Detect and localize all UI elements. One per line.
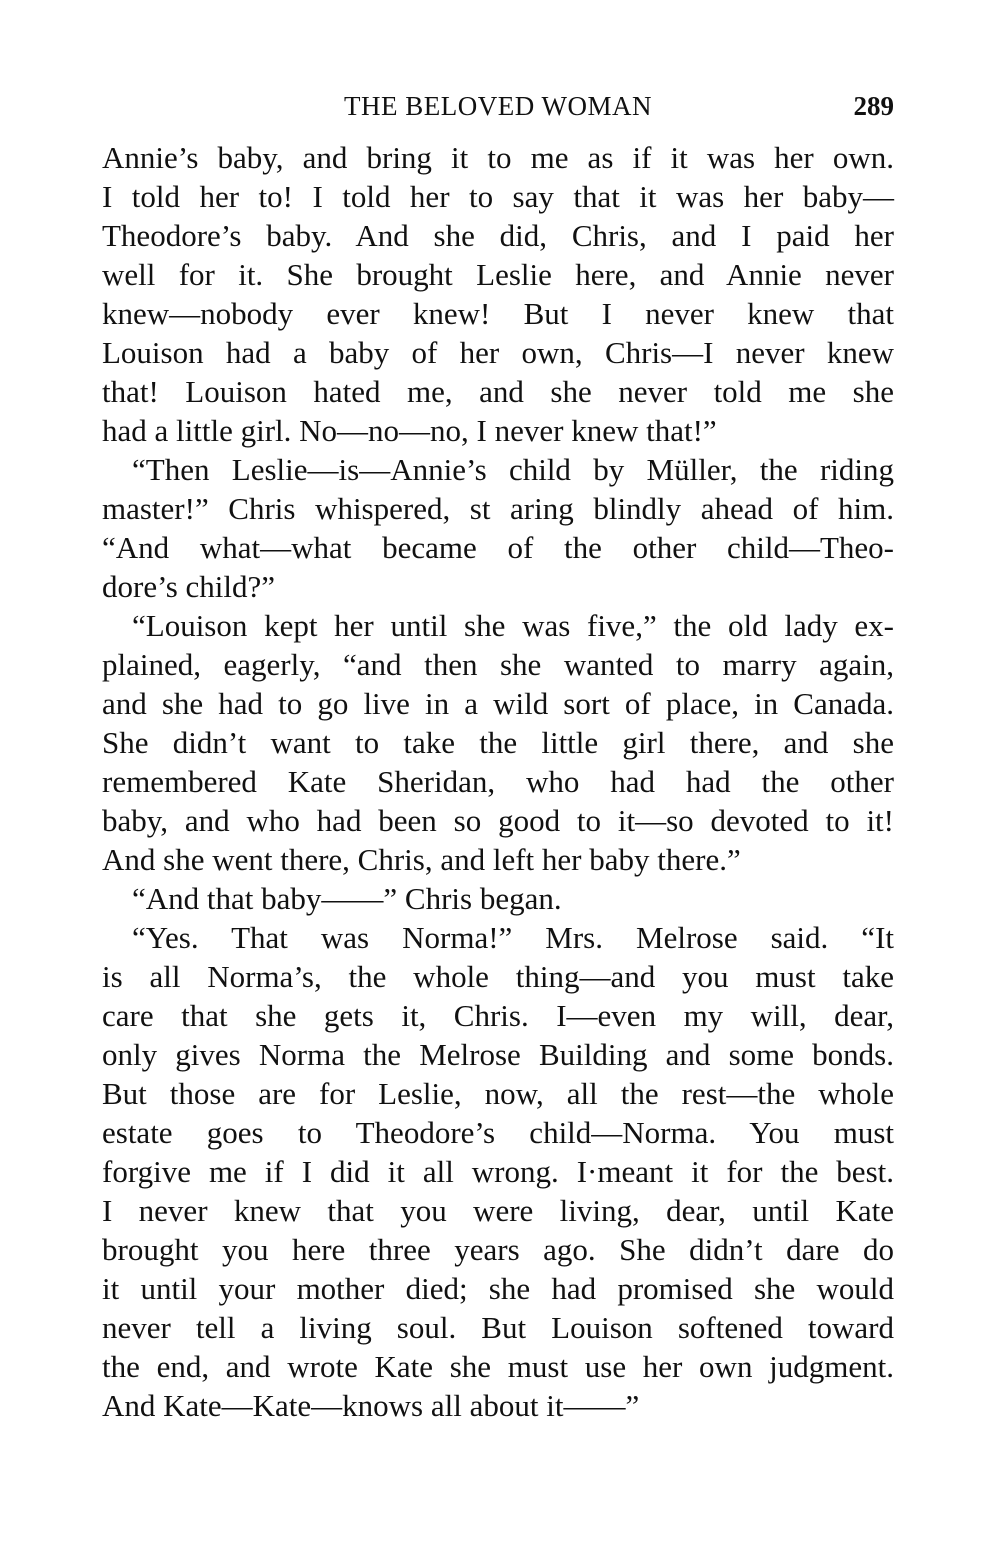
text-line: only gives Norma the Melrose Building and some bonds.: [102, 1037, 894, 1072]
text-line: remembered Kate Sheridan, who had had the other: [102, 764, 894, 799]
text-line: master!” Chris whispered, st aring blindly ahead of him.: [102, 491, 894, 526]
text-line: baby, and who had been so good to it—so devoted to it!: [102, 803, 894, 838]
text-line: knew—nobody ever knew! But I never knew that: [102, 296, 894, 331]
text-line: brought you here three years ago. She didn’t dare do: [102, 1232, 894, 1267]
text-line: had a little girl. No—no—no, I never knew that!”: [102, 413, 717, 448]
running-head: [102, 84, 894, 128]
text-line: Louison had a baby of her own, Chris—I never knew: [102, 335, 894, 370]
text-line: “Yes. That was Norma!” Mrs. Melrose said. “It: [132, 920, 894, 955]
text-line: never tell a living soul. But Louison softened toward: [102, 1310, 894, 1345]
text-line: and she had to go live in a wild sort of place, in Canada.: [102, 686, 894, 721]
text-line: dore’s child?”: [102, 569, 276, 604]
text-line: Annie’s baby, and bring it to me as if it was her own.: [102, 140, 894, 175]
text-line: I told her to! I told her to say that it was her baby—: [102, 179, 894, 214]
text-line: Theodore’s baby. And she did, Chris, and I paid her: [102, 218, 894, 253]
text-line: “And what—what became of the other child—Theo-: [102, 530, 894, 565]
text-line: But those are for Leslie, now, all the rest—the whole: [102, 1076, 894, 1111]
running-title: THE BELOVED WOMAN: [344, 91, 652, 121]
text-line: “And that baby——” Chris began.: [132, 881, 562, 916]
text-line: it until your mother died; she had promised she would: [102, 1271, 894, 1306]
text-line: I never knew that you were living, dear, until Kate: [102, 1193, 894, 1228]
text-line: the end, and wrote Kate she must use her own judgment.: [102, 1349, 894, 1384]
text-line: is all Norma’s, the whole thing—and you must take: [102, 959, 894, 994]
page-number: 289: [853, 91, 894, 121]
text-line: And she went there, Chris, and left her baby there.”: [102, 842, 741, 877]
text-line: And Kate—Kate—knows all about it——”: [102, 1388, 640, 1423]
text-line: that! Louison hated me, and she never told me she: [102, 374, 894, 409]
text-line: “Louison kept her until she was five,” the old lady ex-: [132, 608, 894, 643]
text-line: plained, eagerly, “and then she wanted to marry again,: [102, 647, 894, 682]
body-text: [102, 138, 894, 1425]
text-line: “Then Leslie—is—Annie’s child by Müller, the riding: [132, 452, 894, 487]
text-line: estate goes to Theodore’s child—Norma. You must: [102, 1115, 894, 1150]
text-line: forgive me if I did it all wrong. I·meant it for the best.: [102, 1154, 894, 1189]
text-line: care that she gets it, Chris. I—even my will, dear,: [102, 998, 894, 1033]
text-line: She didn’t want to take the little girl there, and she: [102, 725, 894, 760]
text-line: well for it. She brought Leslie here, and Annie never: [102, 257, 894, 292]
